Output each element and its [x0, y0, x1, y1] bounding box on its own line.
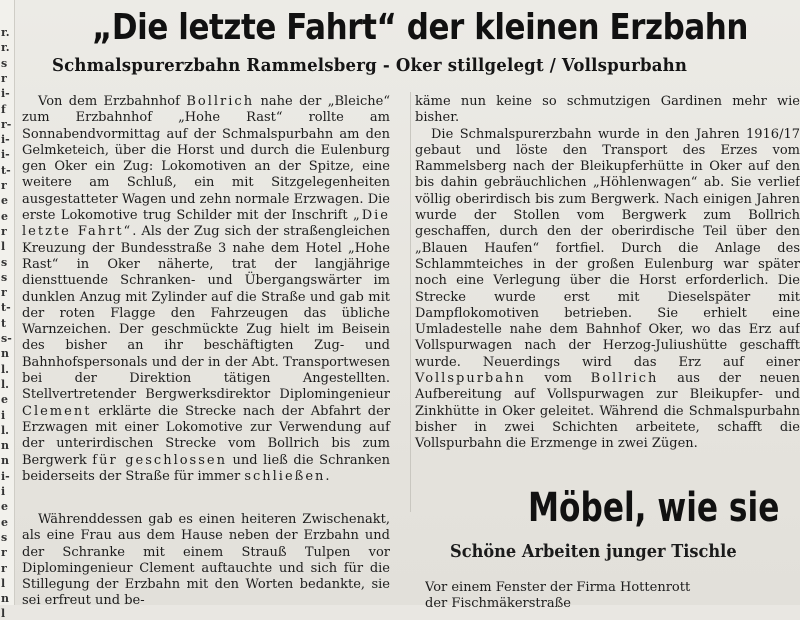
margin-letter: t	[1, 316, 7, 330]
text-run-spaced: Bollrich	[186, 94, 255, 109]
margin-letter: r	[1, 71, 7, 85]
second-article-title: Möbel, wie sie	[528, 485, 780, 531]
margin-letter: f	[1, 102, 6, 116]
column-divider	[410, 92, 411, 512]
article-paragraph: käme nun keine so schmutzigen Gardinen mehr wie bisher.	[415, 94, 800, 126]
margin-letter: i	[1, 485, 6, 498]
text-line: der Fischmäkerstraße	[425, 596, 571, 611]
margin-letter: t-	[1, 301, 11, 315]
text-line: Vor einem Fenster der Firma Hottenrott	[425, 580, 691, 595]
article-column-1-continued	[22, 512, 390, 610]
margin-letter: s	[1, 270, 8, 284]
margin-letter: i-	[1, 148, 10, 162]
margin-letter: l.	[1, 377, 10, 391]
margin-letter: l	[1, 576, 6, 590]
margin-letter: e	[1, 194, 8, 208]
article-paragraph: Währenddessen gab es einen heiteren Zwischenakt, als eine Frau aus dem Hause neben der Erzbahn und der Schranke mit einem Strauß Tulpen vor Diplomingenieur Clement auftauchte und sich für die Stillegung der Erzbahn mit den Worten bedankte, sie sei erfreut und be-	[22, 512, 390, 609]
margin-letter: l.	[1, 423, 10, 437]
text-run-spaced: Vollspurbahn	[415, 371, 526, 387]
second-article-subtitle: Schöne Arbeiten junger Tischle	[450, 541, 737, 562]
text-run-spaced: für geschlossen	[92, 452, 227, 468]
article-column-1	[22, 94, 390, 485]
text-run-spaced: schließen	[244, 468, 326, 484]
margin-letter: l.	[1, 362, 10, 376]
margin-letter: s-	[1, 332, 12, 345]
margin-letter: n	[1, 439, 9, 453]
margin-letter: i	[1, 408, 6, 422]
left-margin-strip	[0, 0, 15, 620]
article-paragraph	[415, 127, 800, 453]
margin-letter: e	[1, 500, 8, 514]
margin-letter: r.	[1, 26, 10, 39]
margin-letter: i-	[1, 87, 10, 101]
headline: „Die letzte Fahrt“ der kleinen Erzbahn	[92, 7, 749, 48]
text-run-spaced: „Die letzte Fahrt“	[22, 208, 390, 240]
margin-letter: n	[1, 347, 9, 361]
text-run: Von dem Erzbahnhof	[38, 94, 187, 109]
article-paragraph	[22, 94, 390, 485]
margin-letter: r-	[1, 117, 12, 131]
article-column-2	[415, 94, 800, 453]
text-run: nahe der „Bleiche“ zum Erzbahnhof „Hohe Rast“ rollte am Sonnabendvormittag auf der Schmalspurbahn am den Gelmketeich, über die Horst und durch die Eulenburg gen Oker ein Zug: Lokomotiven an der Spitze, eine weitere am Schluß, ein mit Sitzgelegenheiten ausgestatteter Wagen und zehn normale Erzwagen. Die erste Lokomotive trug Schilder mit der Inschrift	[22, 94, 391, 224]
text-run: aus der neuen Aufbereitung auf Vollspurwagen zur Bleikupfer- und Zinkhütte in Oker geleitet. Während die Schmalspurbahn bisher in zwei Schichten arbeitete, schafft die Vollspurbahn die Erzmenge in zwei Zügen.	[415, 371, 800, 452]
subheadline: Schmalspurerzbahn Rammelsberg ‑ Oker stillgelegt / Vollspurbahn	[52, 55, 688, 76]
margin-letter: r	[1, 179, 7, 192]
margin-letter: e	[1, 209, 8, 223]
margin-letter: e	[1, 515, 8, 529]
text-run: vom	[525, 371, 591, 387]
text-run: . Als der Zug sich der straßengleichen Kreuzung der Bundesstraße 3 nahe dem Hotel „Hohe Rast“ in Oker näherte, trat der langjährige diensttuende Schranken- und Übergangswärter im dunklen Anzug mit Zylinder auf die Straße und gab mit der roten Flagge den Fahrzeugen das übliche Warnzeichen. Der geschmückte Zug hielt im Beisein des bisher an ihr beschäftigten Zug- und Bahnhofspersonals und der in der Abt. Transportwesen bei der Direktion tätigen Angestellten. Stellvertretender Bergwerksdirektor Diplomingenieur	[22, 224, 390, 403]
margin-letter: n	[1, 454, 9, 468]
text-run: .	[325, 468, 330, 484]
margin-letter: r	[1, 224, 7, 238]
margin-letter: i-	[1, 133, 10, 147]
margin-letter: e	[1, 393, 8, 407]
text-run-spaced: Bollrich	[590, 371, 659, 387]
margin-letter: n	[1, 592, 9, 606]
margin-letter: r	[1, 286, 7, 300]
margin-letter: l	[1, 607, 6, 620]
margin-letter: l	[1, 240, 6, 254]
margin-letter: s	[1, 255, 8, 269]
margin-letter: r.	[1, 41, 10, 55]
margin-letter: s	[1, 56, 8, 70]
text-run-spaced: Clement	[22, 403, 92, 419]
margin-letter: r	[1, 546, 7, 560]
margin-letter: t-	[1, 163, 11, 177]
margin-letter: s	[1, 530, 8, 544]
text-run: Die Schmalspurerzbahn wurde in den Jahren 1916/17 gebaut und löste den Transport des Erzes vom Rammelsberg nach der Bleikupferhütte in Oker auf den bis dahin gebräuchlichen „Höhlenwagen“ ab. Sie verlief völlig oberirdisch bis zum Bergwerk. Nach einigen Jahren wurde der Stollen vom Bergwerk zum Bollrich geschaffen, durch den der oberirdische Teil über den „Blauen Haufen“ fortfiel. Durch die Anlage des Schlammteiches in der großen Eulenburg war später noch eine Verlegung über die Horst erforderlich. Die Strecke wurde erst mit Dieselspäter mit Dampflokomotiven betrieben. Sie erhielt eine Umladestelle nahe dem Bahnhof Oker, wo das Erz auf Vollspurwagen nach der Herzog-Juliushütte geschafft wurde. Neuerdings wird das Erz auf einer	[415, 126, 800, 370]
second-article-text	[425, 580, 800, 612]
margin-letter: r	[1, 561, 7, 575]
text-run: und ließ die Schranken beiderseits der Straße für immer	[22, 452, 390, 484]
margin-letter: i-	[1, 469, 10, 483]
text-run: erklärte die Strecke nach der Abfahrt der Erzwagen mit einer Lokomotive zur Verwendung auf der unterirdischen Strecke vom Bollrich bis zum Bergwerk	[22, 403, 390, 468]
